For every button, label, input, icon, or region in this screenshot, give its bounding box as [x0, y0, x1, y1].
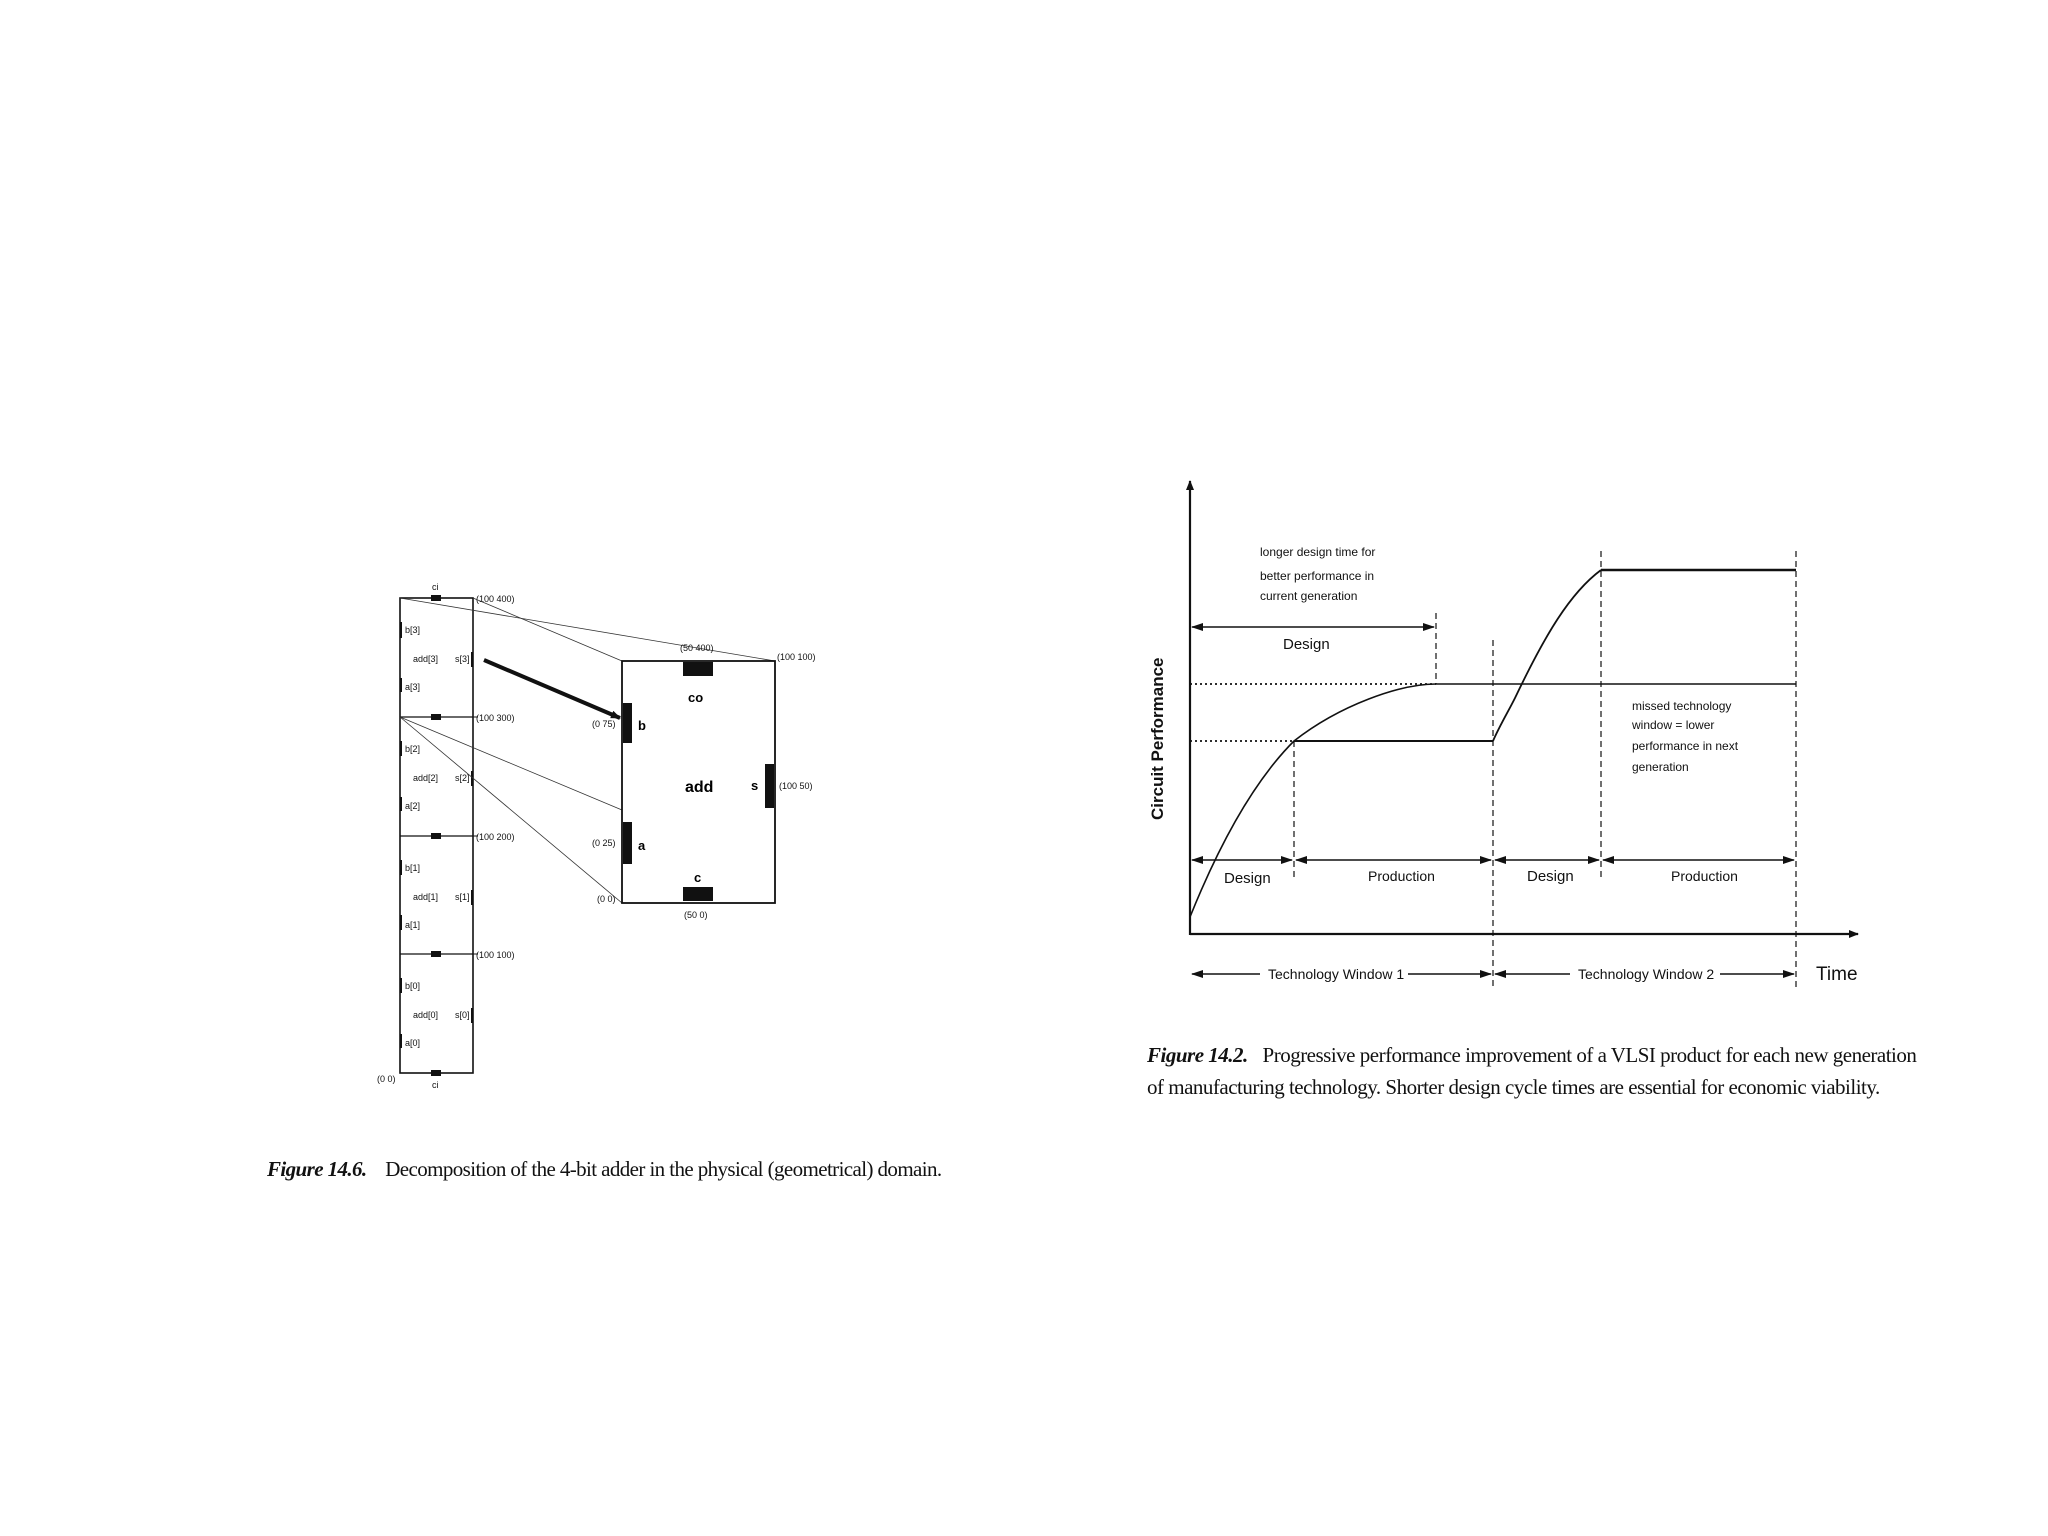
carry-port: [431, 1070, 441, 1076]
design-long-label: Design: [1283, 636, 1330, 653]
cell1-name-label: add[1]: [413, 892, 439, 902]
note-missed-line2: window = lower: [1632, 718, 1715, 732]
port-a: [623, 822, 632, 864]
carry-port: [431, 833, 441, 839]
coord-s-label: (100 50): [779, 781, 813, 791]
adder-decomposition-diagram: [377, 582, 816, 1090]
port-a-label: a: [638, 838, 646, 853]
carry-port: [431, 951, 441, 957]
left-caption-label: Figure 14.6.: [267, 1157, 367, 1181]
right-caption-line1-row: [1147, 1039, 2027, 1071]
right-caption-line1: Progressive performance improvement of a VLSI product for each new generation: [1262, 1043, 1917, 1067]
cell2-b-label: b[2]: [405, 744, 421, 754]
cell3-boundary-label: (100 300): [476, 713, 515, 723]
coord-top-right-label: (100 100): [777, 652, 816, 662]
right-figure-caption: [1147, 1039, 2027, 1103]
cell2-a-label: a[2]: [405, 801, 421, 811]
cell1-s-label: s[1]: [455, 892, 470, 902]
port-b: [623, 703, 632, 743]
cell0-b-label: b[0]: [405, 981, 421, 991]
port-c-label: c: [694, 870, 702, 885]
cell3-b-label: b[3]: [405, 625, 421, 635]
phase-production-1-label: Production: [1368, 868, 1435, 884]
note-missed-line3: performance in next: [1632, 739, 1739, 753]
cell1-boundary-label: (100 100): [476, 950, 515, 960]
cell3-s-label: s[3]: [455, 654, 470, 664]
cell0-a-label: a[0]: [405, 1038, 421, 1048]
carry-port: [431, 595, 441, 601]
cell0-s-label: s[0]: [455, 1010, 470, 1020]
x-axis-label: Time: [1816, 964, 1858, 985]
right-caption-line2: of manufacturing technology. Shorter design cycle times are essential for economic viability.: [1147, 1075, 1880, 1099]
phase-design-1-label: Design: [1224, 870, 1271, 887]
window-2-label: Technology Window 2: [1578, 966, 1715, 982]
cell2-name-label: add[2]: [413, 773, 439, 783]
column-corner-label: (100 400): [476, 594, 515, 604]
performance-diagram-labels: [1148, 545, 1858, 985]
cell3-a-label: a[3]: [405, 682, 421, 692]
coord-origin-label: (0 0): [597, 894, 616, 904]
port-s-label: s: [751, 778, 759, 793]
note-missed-line4: generation: [1632, 760, 1689, 774]
projection-lines: [400, 598, 775, 903]
note-missed-line1: missed technology: [1632, 699, 1732, 713]
phase-design-2-label: Design: [1527, 868, 1574, 885]
coord-b-label: (0 75): [592, 719, 616, 729]
left-figure-caption: [267, 1157, 942, 1182]
cell2-s-label: s[2]: [455, 773, 470, 783]
coord-a-label: (0 25): [592, 838, 616, 848]
carry-port: [431, 714, 441, 720]
note-longer-line3: current generation: [1260, 589, 1358, 603]
cell3-name-label: add[3]: [413, 654, 439, 664]
coord-co-label: (50 400): [680, 643, 714, 653]
port-co: [683, 662, 713, 676]
performance-curve-gen2: [1493, 570, 1601, 741]
window-1-label: Technology Window 1: [1268, 966, 1405, 982]
add-cell-name: add: [685, 779, 714, 796]
y-axis-label: Circuit Performance: [1148, 657, 1167, 820]
cell1-b-label: b[1]: [405, 863, 421, 873]
zoom-arrow: [484, 660, 620, 718]
coord-c-label: (50 0): [684, 910, 708, 920]
note-longer-line2: better performance in: [1260, 569, 1375, 583]
column-origin-label: (0 0): [377, 1074, 396, 1084]
port-b-label: b: [638, 718, 646, 733]
note-longer-line1: longer design time for: [1260, 545, 1376, 559]
right-caption-label: Figure 14.2.: [1147, 1043, 1248, 1067]
cell0-name-label: add[0]: [413, 1010, 439, 1020]
column-top-port-label: ci: [432, 582, 439, 592]
cell1-a-label: a[1]: [405, 920, 421, 930]
port-c: [683, 887, 713, 901]
phase-production-2-label: Production: [1671, 868, 1738, 884]
left-caption-text: Decomposition of the 4-bit adder in the physical (geometrical) domain.: [385, 1157, 942, 1181]
cell2-boundary-label: (100 200): [476, 832, 515, 842]
port-co-label: co: [688, 690, 704, 705]
column-bottom-port-label: ci: [432, 1080, 439, 1090]
port-s: [765, 764, 774, 808]
